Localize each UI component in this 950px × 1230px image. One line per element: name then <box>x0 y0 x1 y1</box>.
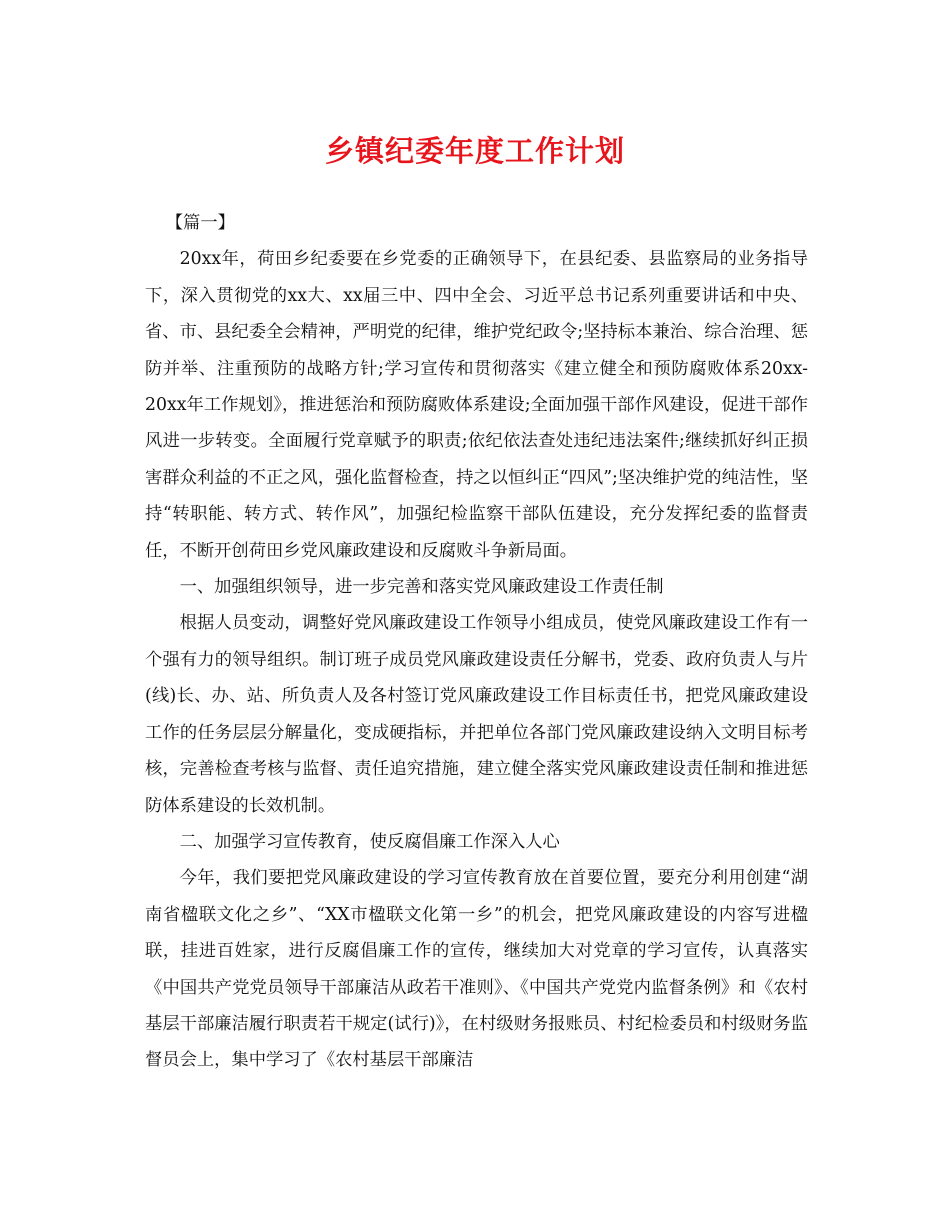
document-body <box>145 205 808 1079</box>
document-title: 乡镇纪委年度工作计划 <box>324 134 625 168</box>
section-1-paragraph: 根据人员变动，调整好党风廉政建设工作领导小组成员，使党风廉政建设工作有一个强有力的领导组织。制订班子成员党风廉政建设责任分解书，党委、政府负责人与片(线)长、办、站、所负责人及各村签订党风廉政建设工作目标责任书，把党风廉政建设工作的任务层层分解量化，变成硬指标，并把单位各部门党风廉政建设纳入文明目标考核，完善检查考核与监督、责任追究措施，建立健全落实党风廉政建设责任制和推进惩防体系建设的长效机制。 <box>145 613 808 816</box>
intro-paragraph: 20xx年，荷田乡纪委要在乡党委的正确领导下，在县纪委、县监察局的业务指导下，深入贯彻党的xx大、xx届三中、四中全会、习近平总书记系列重要讲话和中央、省、市、县纪委全会精神，严明党的纪律，维护党纪政令;坚持标本兼治、综合治理、惩防并举、注重预防的战略方针;学习宣传和贯彻落实《建立健全和预防腐败体系20xx-20xx年工作规划》，推进惩治和预防腐败体系建设;全面加强干部作风建设，促进干部作风进一步转变。全面履行党章赋予的职责;依纪依法查处违纪违法案件;继续抓好纠正损害群众利益的不正之风，强化监督检查，持之以恒纠正“四风”;坚决维护党的纯洁性，坚持“转职能、转方式、转作风”，加强纪检监察干部队伍建设，充分发挥纪委的监督责任，不断开创荷田乡党风廉政建设和反腐败斗争新局面。 <box>145 249 808 561</box>
section-tag: 【篇一】 <box>165 213 235 233</box>
section-2-paragraph: 今年，我们要把党风廉政建设的学习宣传教育放在首要位置，要充分利用创建“湖南省楹联文化之乡”、“XX市楹联文化第一乡”的机会，把党风廉政建设的内容写进楹联，挂进百姓家，进行反腐倡廉工作的宣传，继续加大对党章的学习宣传，认真落实《中国共产党党员领导干部廉洁从政若干准则》、《中国共产党党内监督条例》和《农村基层干部廉洁履行职责若干规定(试行)》，在村级财务报账员、村纪检委员和村级财务监督员会上，集中学习了《农村基层干部廉洁 <box>145 868 808 1071</box>
section-heading-1: 一、加强组织领导，进一步完善和落实党风廉政建设工作责任制 <box>179 577 664 598</box>
section-heading-2: 二、加强学习宣传教育，使反腐倡廉工作深入人心 <box>179 831 560 852</box>
